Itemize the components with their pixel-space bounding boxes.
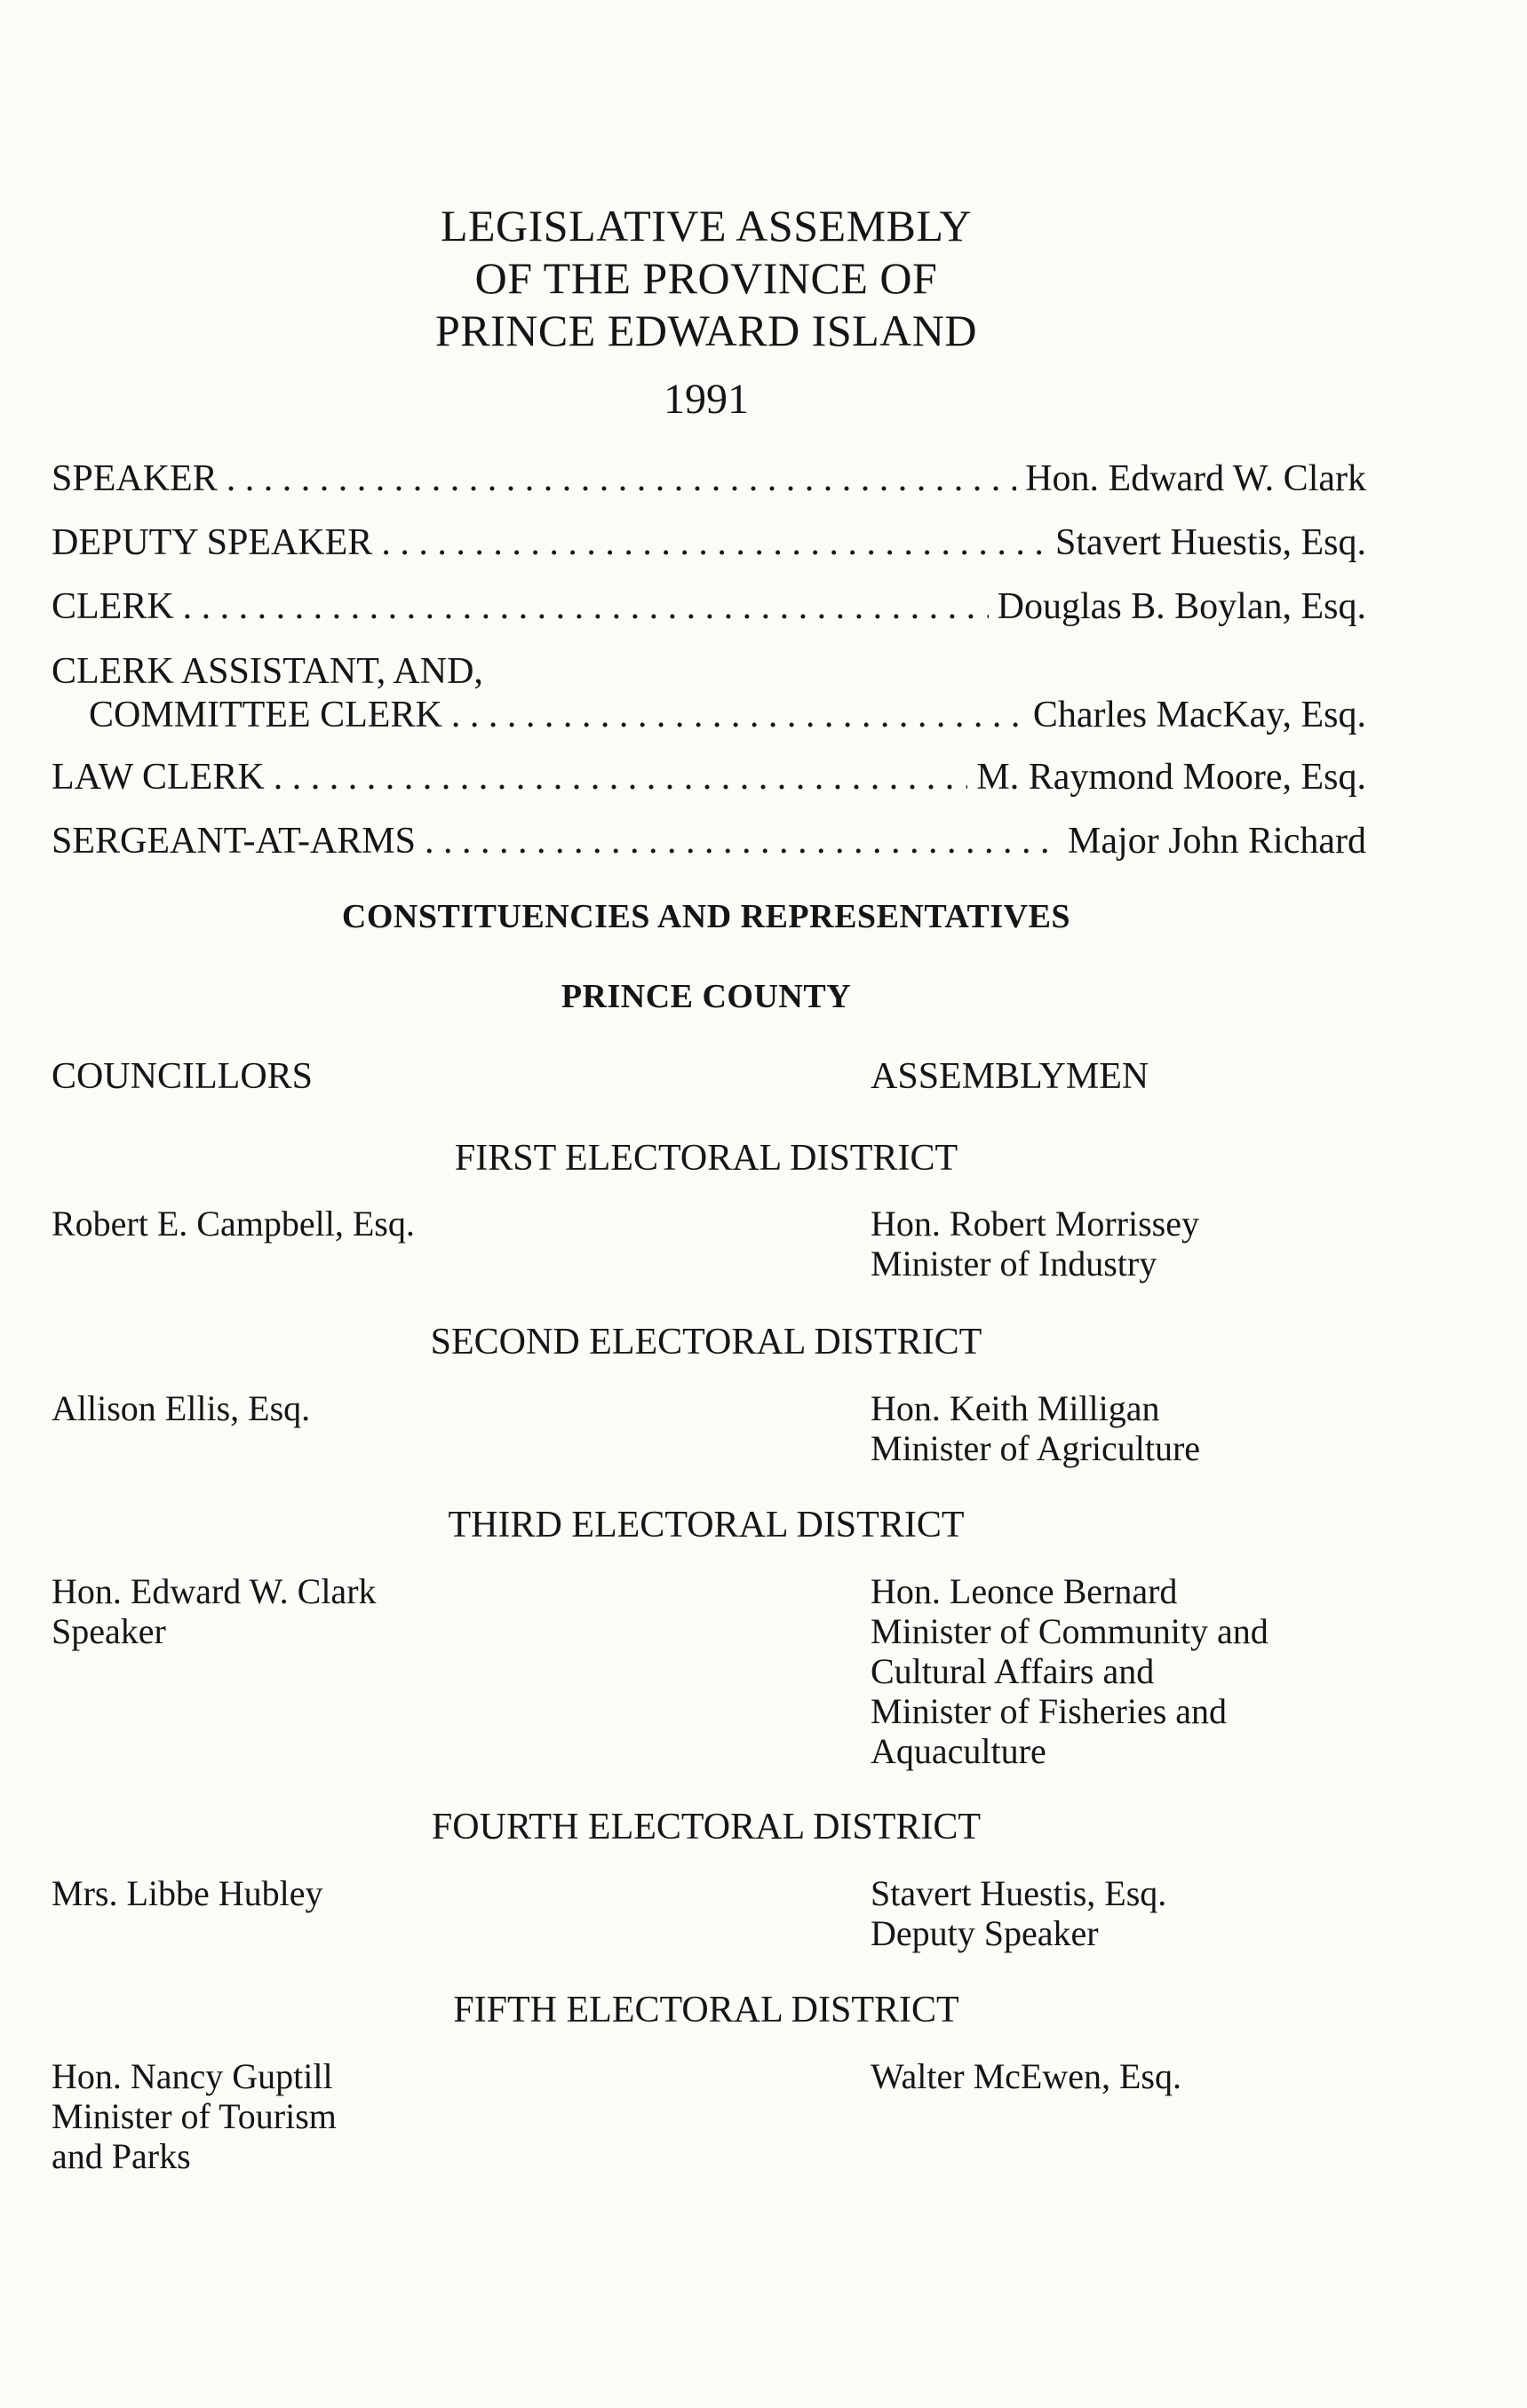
councillor-fourth	[52, 1873, 323, 1913]
assemblyman-fifth	[871, 2056, 1181, 2096]
officer-role: CLERK	[52, 586, 174, 627]
district-heading-second: SECOND ELECTORAL DISTRICT	[430, 1322, 982, 1363]
entry-line: Hon. Leonce Bernard	[871, 1571, 1178, 1611]
officer-role: CLERK ASSISTANT, AND,	[52, 651, 483, 692]
councillor-fifth	[52, 2056, 337, 2176]
officer-role: LAW CLERK	[52, 757, 265, 798]
entry-line: Speaker	[52, 1611, 166, 1651]
title-line-3: PRINCE EDWARD ISLAND	[435, 306, 977, 355]
entry-line: Mrs. Libbe Hubley	[52, 1873, 323, 1913]
entry-line: Hon. Keith Milligan	[871, 1388, 1160, 1428]
officers-list	[52, 457, 1366, 884]
entry-line: Stavert Huestis, Esq.	[871, 1873, 1167, 1913]
officer-name: Hon. Edward W. Clark	[1025, 458, 1366, 499]
assemblyman-third	[871, 1571, 1269, 1771]
section-title: CONSTITUENCIES AND REPRESENTATIVES	[341, 898, 1071, 935]
district-heading-fourth: FOURTH ELECTORAL DISTRICT	[431, 1807, 982, 1848]
entry-line: Minister of Community and	[871, 1611, 1269, 1651]
district-heading-third: THIRD ELECTORAL DISTRICT	[448, 1505, 965, 1546]
county-heading: PRINCE COUNTY	[561, 978, 852, 1015]
entry-line: Minister of Tourism	[52, 2096, 337, 2136]
officer-role-continued: COMMITTEE CLERK	[89, 695, 442, 735]
officer-law-clerk	[52, 756, 1366, 820]
assemblyman-fourth	[871, 1873, 1166, 1953]
officer-role: SERGEANT-AT-ARMS	[52, 821, 416, 862]
officer-sergeant-at-arms	[52, 820, 1366, 884]
entry-line: and Parks	[52, 2136, 191, 2176]
entry-line: Robert E. Campbell, Esq.	[52, 1204, 415, 1244]
dot-leader	[381, 521, 1046, 564]
officer-role: DEPUTY SPEAKER	[52, 522, 373, 563]
officer-name: Douglas B. Boylan, Esq.	[997, 586, 1366, 627]
officer-clerk-assistant	[52, 649, 1366, 736]
column-header-assemblymen: ASSEMBLYMEN	[871, 1056, 1149, 1097]
district-heading-first: FIRST ELECTORAL DISTRICT	[454, 1138, 958, 1179]
officer-name: M. Raymond Moore, Esq.	[976, 757, 1366, 798]
year: 1991	[664, 376, 749, 423]
entry-line: Minister of Fisheries and	[871, 1691, 1228, 1731]
title-line-1: LEGISLATIVE ASSEMBLY	[440, 201, 973, 250]
officer-name: Major John Richard	[1068, 821, 1366, 862]
dot-leader	[183, 585, 989, 628]
document-title	[0, 200, 1412, 424]
entry-line: Deputy Speaker	[871, 1913, 1099, 1953]
entry-line: Hon. Robert Morrissey	[871, 1204, 1199, 1244]
assemblyman-first	[871, 1204, 1199, 1283]
entry-line: Minister of Industry	[871, 1244, 1157, 1283]
title-line-2: OF THE PROVINCE OF	[474, 253, 938, 303]
assemblyman-second	[871, 1388, 1200, 1468]
district-heading-fifth: FIFTH ELECTORAL DISTRICT	[453, 1990, 959, 2031]
councillor-second	[52, 1388, 310, 1428]
officer-speaker	[52, 457, 1366, 521]
entry-line: Hon. Edward W. Clark	[52, 1571, 377, 1611]
councillor-third	[52, 1571, 377, 1651]
entry-line: Allison Ellis, Esq.	[52, 1388, 311, 1428]
dot-leader	[425, 820, 1059, 862]
councillor-first	[52, 1204, 415, 1244]
entry-line: Aquaculture	[871, 1731, 1046, 1771]
entry-line: Cultural Affairs and	[871, 1651, 1155, 1691]
entry-line: Walter McEwen, Esq.	[871, 2056, 1181, 2096]
dot-leader	[274, 756, 968, 799]
dot-leader	[227, 457, 1017, 500]
officer-role: SPEAKER	[52, 458, 218, 499]
entry-line: Minister of Agriculture	[871, 1428, 1201, 1468]
column-header-councillors: COUNCILLORS	[52, 1056, 314, 1097]
officer-name: Charles MacKay, Esq.	[1032, 695, 1366, 735]
officer-clerk	[52, 585, 1366, 649]
officer-name: Stavert Huestis, Esq.	[1055, 522, 1366, 563]
entry-line: Hon. Nancy Guptill	[52, 2056, 333, 2096]
officer-deputy-speaker	[52, 521, 1366, 585]
dot-leader	[451, 694, 1024, 736]
